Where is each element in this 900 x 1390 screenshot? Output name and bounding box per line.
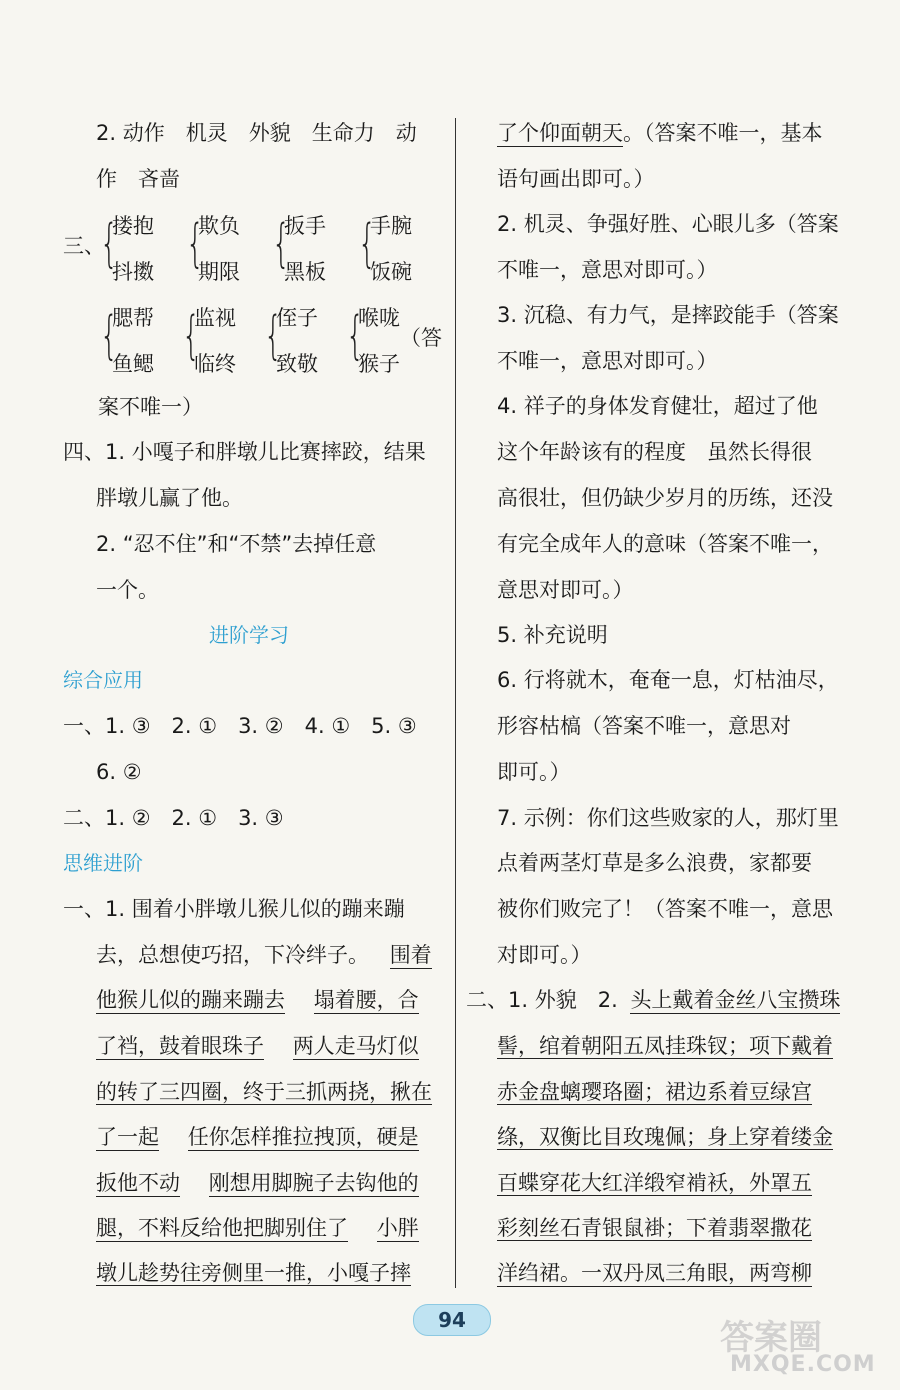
line bbox=[96, 1127, 419, 1148]
line: 不唯一，意思对即可。） bbox=[497, 258, 718, 282]
underlined-text: 髻，绾着朝阳五凤挂珠钗；项下戴着 bbox=[497, 1034, 833, 1058]
section-heading: 思维进阶 bbox=[63, 851, 143, 875]
text: 去，总想使巧招，下冷绊子。 bbox=[96, 943, 369, 967]
underlined-text: 刚想用脚腕子去钩他的 bbox=[208, 1171, 419, 1195]
word: 临终 bbox=[194, 352, 236, 376]
underlined-text: 的转了三四圈，终于三抓两挠，揪在 bbox=[96, 1080, 432, 1104]
underlined-text: 围着 bbox=[389, 943, 432, 967]
line: 4. 祥子的身体发育健壮，超过了他 bbox=[497, 394, 818, 418]
underlined-text: 了裆，鼓着眼珠子 bbox=[96, 1034, 264, 1058]
line bbox=[96, 990, 419, 1011]
word: 扳手 bbox=[284, 214, 326, 238]
line: 2. “忍不住”和“不禁”去掉任意 bbox=[96, 532, 377, 556]
line: 3. 沉稳、有力气，是摔跤能手（答案 bbox=[497, 303, 839, 327]
line: 有完全成年人的意味（答案不唯一， bbox=[497, 532, 833, 556]
word: 抖擞 bbox=[112, 260, 154, 284]
underlined-text: 绦，双衡比目玫瑰佩；身上穿着缕金 bbox=[497, 1125, 833, 1149]
line bbox=[497, 123, 823, 144]
line: 一、1. 围着小胖墩儿猴儿似的蹦来蹦 bbox=[63, 897, 405, 921]
underlined-text: 了一起 bbox=[96, 1125, 159, 1149]
line: 7. 示例：你们这些败家的人，那灯里 bbox=[497, 806, 839, 830]
line: 5. 补充说明 bbox=[497, 623, 608, 647]
page-number: 94 bbox=[413, 1304, 491, 1336]
line: 四、1. 小嘎子和胖墩儿比赛摔跤，结果 bbox=[63, 440, 426, 464]
underlined-text: 洋绉裙。 bbox=[497, 1261, 581, 1285]
word: 鱼鳃 bbox=[112, 352, 154, 376]
word: 猴子 bbox=[358, 352, 400, 376]
underlined-text: 扳他不动 bbox=[96, 1171, 180, 1195]
underlined-text: 小胖 bbox=[376, 1216, 419, 1240]
underlined-text: 彩刻丝石青银鼠褂；下着翡翠撒花 bbox=[497, 1216, 812, 1240]
line: 高很壮，但仍缺少岁月的历练，还没 bbox=[497, 486, 833, 510]
line: 点着两茎灯草是多么浪费，家都要 bbox=[497, 851, 812, 875]
underlined-text: 赤金盘螭璎珞圈；裙边系着豆绿宫 bbox=[497, 1080, 812, 1104]
line: 6. ② bbox=[96, 760, 142, 784]
word: 搂抱 bbox=[112, 214, 154, 238]
line: 2. 动作 机灵 外貌 生命力 动 bbox=[96, 121, 417, 145]
watermark-logo: 答案圈 bbox=[720, 1318, 822, 1358]
line: 一个。 bbox=[96, 578, 159, 602]
text: 二、1. 外貌 2. bbox=[466, 988, 618, 1012]
line: 作 吝啬 bbox=[96, 167, 180, 191]
section-title: 进阶学习 bbox=[209, 623, 289, 647]
line: 胖墩儿赢了他。 bbox=[96, 486, 243, 510]
underlined-text: 他猴儿似的蹦来蹦去 bbox=[96, 988, 285, 1012]
line: 形容枯槁（答案不唯一，意思对 bbox=[497, 714, 791, 738]
underlined-text: 塌着腰，合 bbox=[313, 988, 419, 1012]
note: （答 bbox=[400, 326, 442, 350]
line bbox=[96, 1218, 419, 1239]
word: 致敬 bbox=[276, 352, 318, 376]
underlined-text: 头上戴着金丝八宝攒珠 bbox=[630, 988, 841, 1012]
line: 这个年龄该有的程度 虽然长得很 bbox=[497, 440, 812, 464]
line bbox=[96, 945, 432, 966]
line: 二、1. ② 2. ① 3. ③ bbox=[63, 806, 284, 830]
answer-page: 2. 动作 机灵 外貌 生命力 动 作 吝啬 三、 { 搂抱 抖擞 { 欺负 期限 { 扳手 黑板 { 手腕 饭碗 { 腮帮 鱼鳃 { 监视 临终 { 侄子 致敬 { 喉咙 猴子 （答 案不唯一） 四、1. 小嘎子和胖墩儿比赛摔跤，结果 胖墩儿赢了他。 2. “忍不住”和“不禁”去掉任意 一个。 进阶学习 综合应用 一、1. ③ 2. ① 3. ② 4. ① 5. ③ 6. ② 二、1. ② 2. ① 3. ③ 思维进阶 一、1. 围着小胖墩儿猴儿似的蹦来蹦 去，总想使巧招，下冷绊子。 围着 他猴儿似的蹦来蹦去 塌着腰，合 了裆，鼓着眼珠子 两人走马灯似 的转了三四圈，终于三抓两挠，揪在 了一起 任你怎样推拉拽顶，硬是 扳他不动 刚想用脚腕子去钩他的 腿，不料反给他把脚别住了 小胖 墩儿趁势往旁侧里一推，小嘎子摔 了个仰面朝天。（答案不唯一，基本 语句画出即可。） 2. 机灵、争强好胜、心眼儿多（答案 不唯一，意思对即可。） 3. 沉稳、有力气，是摔跤能手（答案 不唯一，意思对即可。） 4. 祥子的身体发育健壮，超过了他 这个年龄该有的程度 虽然长得很 高很壮，但仍缺少岁月的历练，还没 有完全成年人的意味（答案不唯一， 意思对即可。） 5. 补充说明 6. 行将就木，奄奄一息，灯枯油尽， 形容枯槁（答案不唯一，意思对 即可。） 7. 示例：你们这些败家的人，那灯里 点着两茎灯草是多么浪费，家都要 被你们败完了！（答案不唯一，意思 对即可。） 二、1. 外貌 2. 头上戴着金丝八宝攒珠 髻，绾着朝阳五凤挂珠钗；项下戴着 赤金盘螭璎珞圈；裙边系着豆绿宫 绦，双衡比目玫瑰佩；身上穿着缕金 百蝶穿花大红洋缎窄褃袄，外罩五 彩刻丝石青银鼠褂；下着翡翠撒花 洋绉裙。一双丹凤三角眼，两弯柳 94 答案圈 MXQE.COM bbox=[0, 0, 900, 1390]
line bbox=[96, 1173, 419, 1194]
word: 黑板 bbox=[284, 260, 326, 284]
section-heading: 综合应用 bbox=[63, 668, 143, 692]
watermark-url: MXQE.COM bbox=[730, 1352, 876, 1377]
word: 期限 bbox=[198, 260, 240, 284]
text: 。（答案不唯一，基本 bbox=[623, 121, 823, 145]
column-divider bbox=[455, 118, 456, 1288]
line: 被你们败完了！（答案不唯一，意思 bbox=[497, 897, 833, 921]
word: 欺负 bbox=[198, 214, 240, 238]
word: 饭碗 bbox=[370, 260, 412, 284]
line bbox=[497, 1263, 812, 1284]
word: 侄子 bbox=[276, 306, 318, 330]
underlined-text: 一双丹凤三角眼，两弯柳 bbox=[581, 1261, 812, 1285]
word: 腮帮 bbox=[112, 306, 154, 330]
line: 语句画出即可。） bbox=[497, 167, 655, 191]
underlined-text: 腿，不料反给他把脚别住了 bbox=[96, 1216, 348, 1240]
line: 2. 机灵、争强好胜、心眼儿多（答案 bbox=[497, 212, 839, 236]
line bbox=[96, 1036, 419, 1057]
line: 对即可。） bbox=[497, 943, 592, 967]
underlined-text: 任你怎样推拉拽顶，硬是 bbox=[187, 1125, 419, 1149]
note: 案不唯一） bbox=[98, 395, 203, 419]
underlined-text: 两人走马灯似 bbox=[292, 1034, 419, 1058]
line bbox=[466, 990, 840, 1011]
word: 手腕 bbox=[370, 214, 412, 238]
line: 一、1. ③ 2. ① 3. ② 4. ① 5. ③ bbox=[63, 714, 417, 738]
line: 6. 行将就木，奄奄一息，灯枯油尽， bbox=[497, 668, 839, 692]
underlined-text: 墩儿趁势往旁侧里一推，小嘎子摔 bbox=[96, 1261, 411, 1285]
word: 监视 bbox=[194, 306, 236, 330]
underlined-text: 了个仰面朝天 bbox=[497, 121, 623, 145]
line: 不唯一，意思对即可。） bbox=[497, 349, 718, 373]
word: 喉咙 bbox=[358, 306, 400, 330]
underlined-text: 百蝶穿花大红洋缎窄褃袄，外罩五 bbox=[497, 1171, 812, 1195]
line: 意思对即可。） bbox=[497, 578, 634, 602]
section-label: 三、 bbox=[63, 234, 105, 258]
line: 即可。） bbox=[497, 760, 571, 784]
